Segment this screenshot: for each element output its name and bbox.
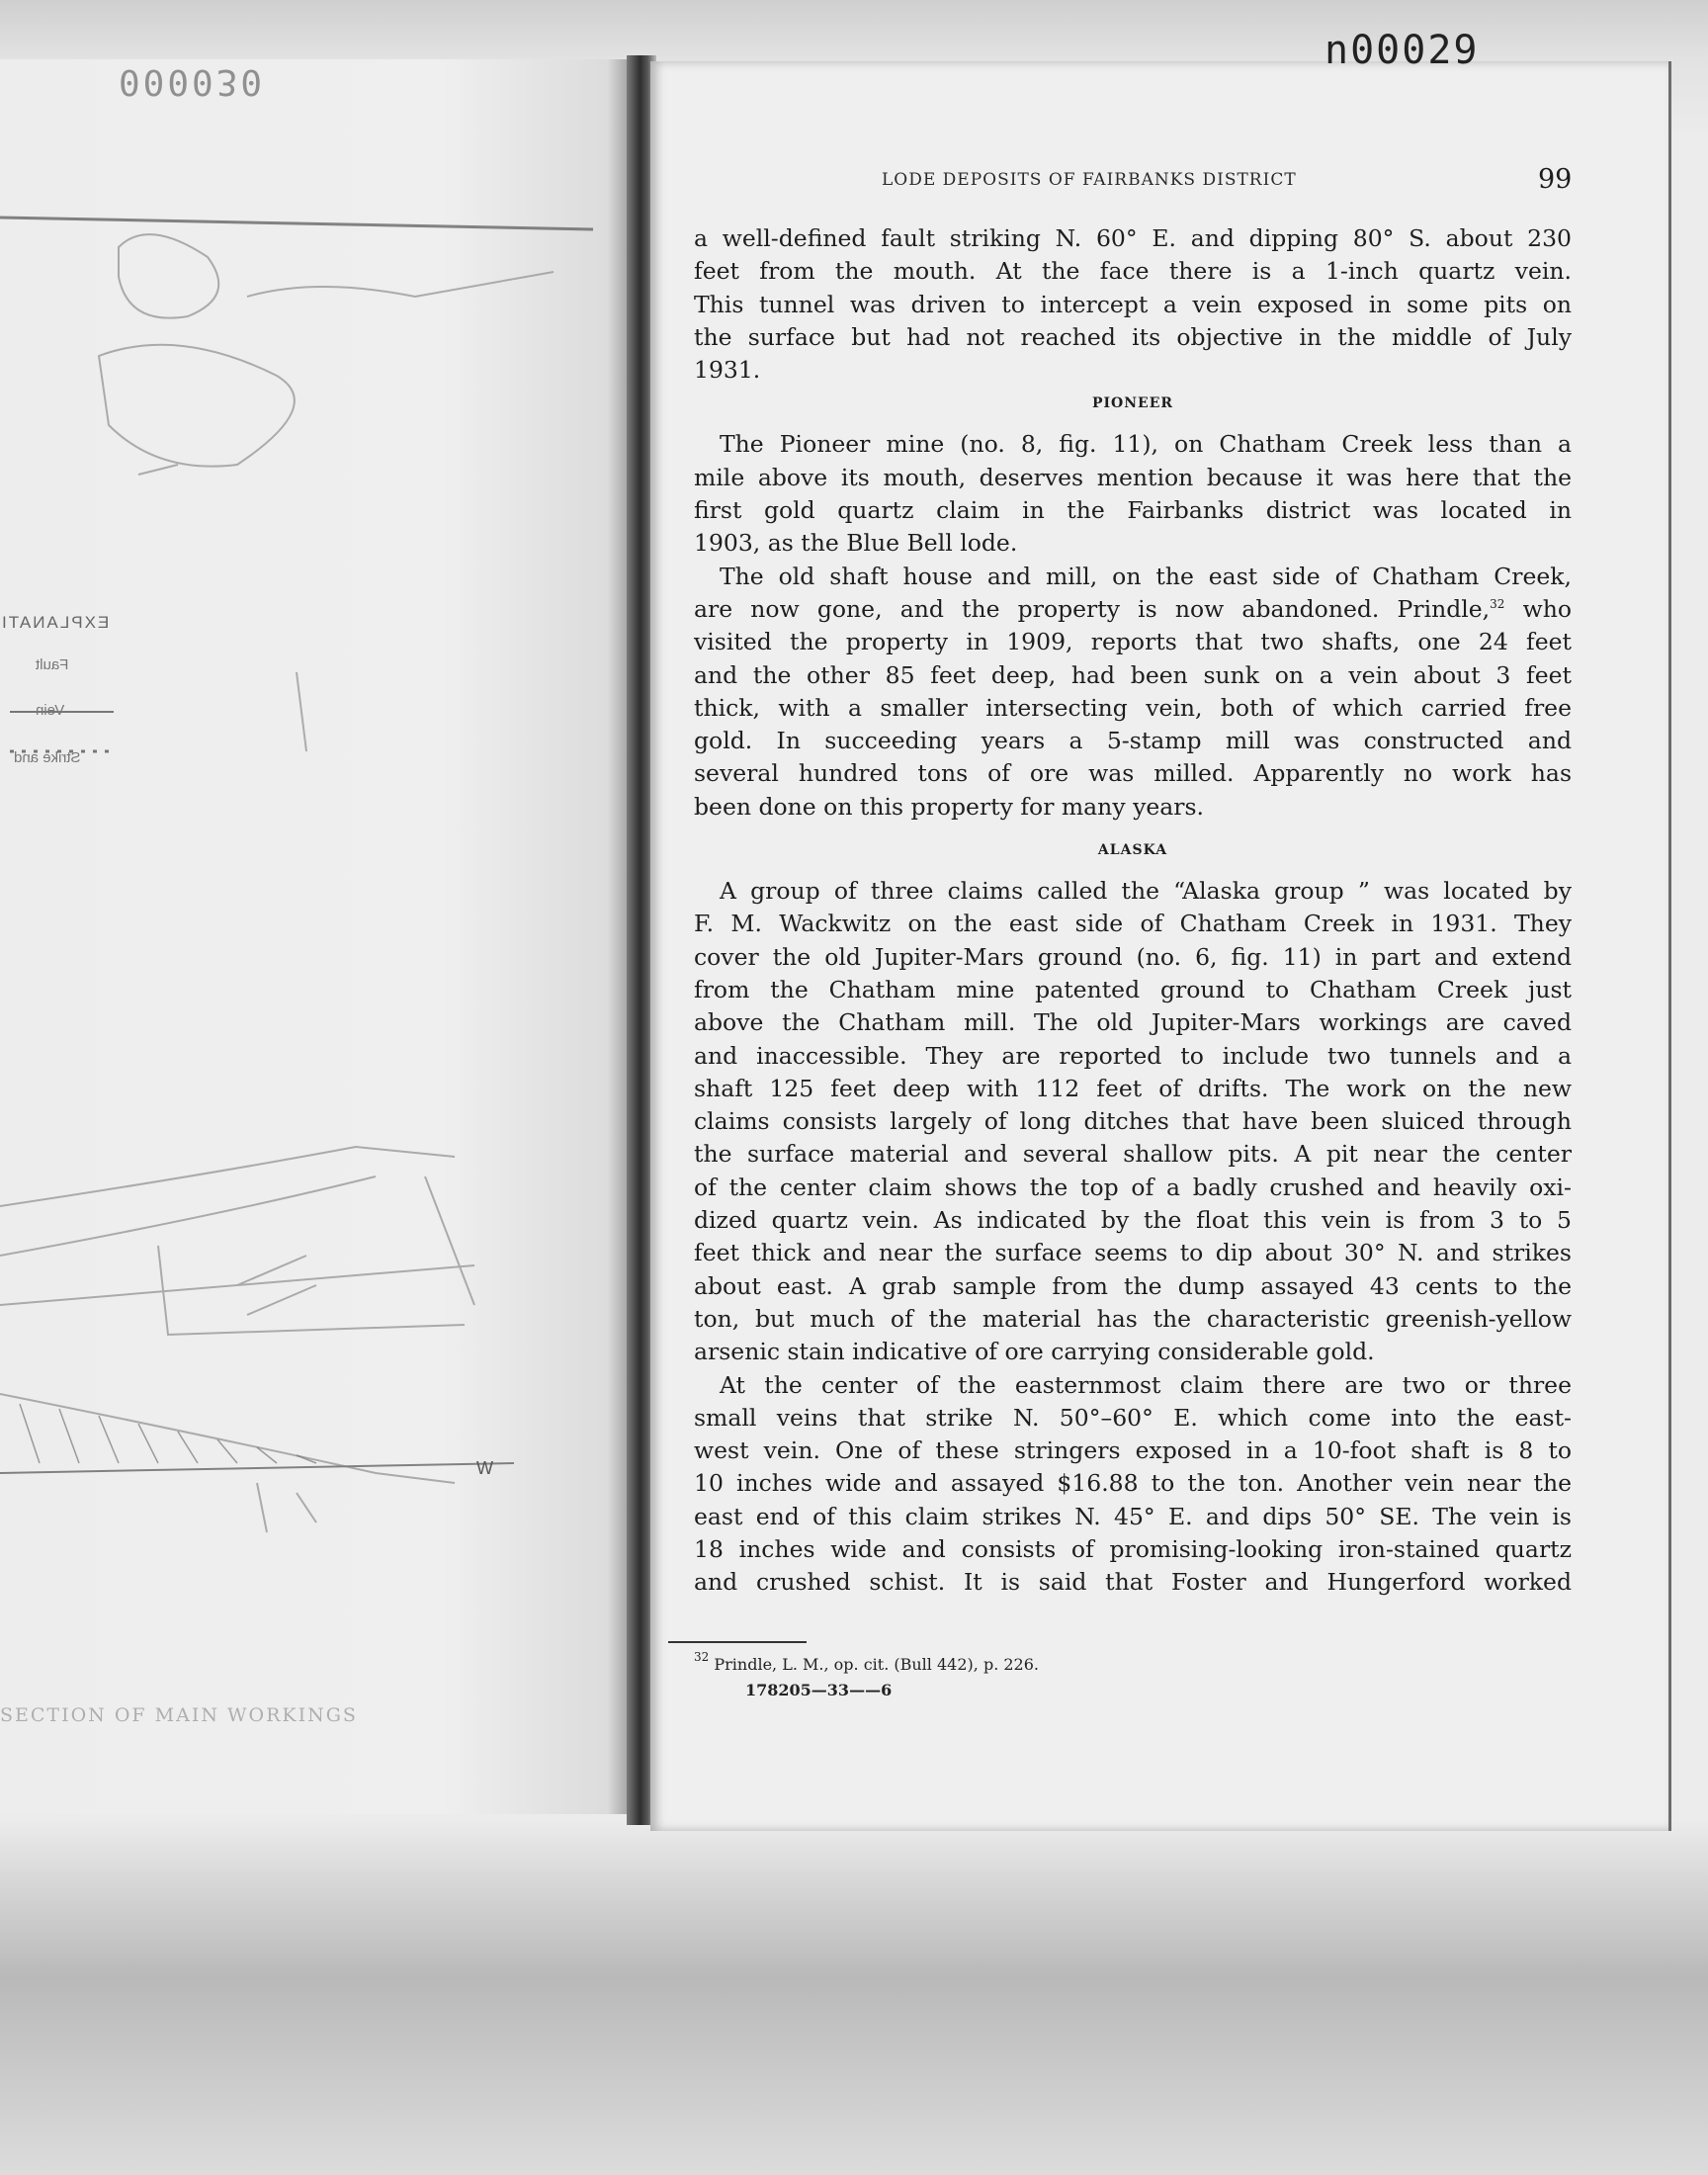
text-line: feet thick and near the surface seems to dip about 30° N. and strikes xyxy=(694,1239,1572,1267)
text-line: a well-defined fault striking N. 60° E. and dipping 80° S. about 230 xyxy=(694,224,1572,252)
text-line: small veins that strike N. 50°–60° E. which come into the east- xyxy=(694,1403,1572,1432)
text-line: about east. A grab sample from the dump assayed 43 cents to the xyxy=(694,1271,1572,1300)
text-fragment: who xyxy=(1504,594,1572,623)
text-line: the surface but had not reached its objective in the middle of July xyxy=(694,322,1572,351)
text-line: mile above its mouth, deserves mention because it was here that the xyxy=(694,463,1572,491)
text-line: several hundred tons of ore was milled. Apparently no work has xyxy=(694,759,1572,788)
text-line: gold. In succeeding years a 5-stamp mill was constructed and xyxy=(694,727,1572,755)
text-line: shaft 125 feet deep with 112 feet of drifts. The work on the new xyxy=(694,1074,1572,1102)
text-line: 1931. xyxy=(694,356,761,385)
running-head: LODE DEPOSITS OF FAIRBANKS DISTRICT xyxy=(882,170,1297,190)
text-line: claims consists largely of long ditches that have been sluiced through xyxy=(694,1107,1572,1136)
page-stamp-right: n00029 xyxy=(1324,28,1480,73)
text-line: arsenic stain indicative of ore carrying considerable gold. xyxy=(694,1338,1375,1366)
paragraph-easternmost-claim xyxy=(694,1369,1572,1600)
footnote-rule xyxy=(668,1641,807,1643)
printer-signature: 178205—33——6 xyxy=(745,1681,893,1699)
footnote-reference: 32 xyxy=(1490,596,1505,611)
figure-caption: SECTION OF MAIN WORKINGS xyxy=(0,1704,358,1726)
text-line: dized quartz vein. As indicated by the float this vein is from 3 to 5 xyxy=(694,1206,1572,1235)
text-line: and the other 85 feet deep, had been sunk on a vein about 3 feet xyxy=(694,660,1572,689)
text-line: F. M. Wackwitz on the east side of Chatham Creek in 1931. They xyxy=(694,910,1572,938)
explanation-fault-label: Fault xyxy=(36,656,69,673)
left-page xyxy=(0,59,633,1814)
body-text xyxy=(694,222,1572,1600)
footnote xyxy=(694,1650,1039,1674)
paragraph-pioneer xyxy=(694,428,1572,560)
footnote-text: Prindle, L. M., op. cit. (Bull 442), p. 226. xyxy=(709,1655,1039,1674)
text-line: first gold quartz claim in the Fairbanks district was located in xyxy=(694,496,1572,525)
figure-letter: W xyxy=(476,1458,493,1478)
paragraph-shaft-house xyxy=(694,561,1572,824)
explanation-strike-label: Strike and xyxy=(14,749,81,766)
text-line: from the Chatham mine patented ground to Chatham Creek just xyxy=(694,975,1572,1003)
paragraph-alaska-group xyxy=(694,875,1572,1368)
text-line: and inaccessible. They are reported to include two tunnels and a xyxy=(694,1041,1572,1070)
text-line: 10 inches wide and assayed $16.88 to the ton. Another vein near the xyxy=(694,1469,1572,1498)
text-line: thick, with a smaller intersecting vein, both of which carried free xyxy=(694,693,1572,722)
text-line: feet from the mouth. At the face there is a 1-inch quartz vein. xyxy=(694,257,1572,286)
section-heading-pioneer: PIONEER xyxy=(1091,395,1174,412)
text-line: 18 inches wide and consists of promising-looking iron-stained quartz xyxy=(694,1534,1572,1563)
text-line: visited the property in 1909, reports that two shafts, one 24 feet xyxy=(694,628,1572,656)
text-line: cover the old Jupiter-Mars ground (no. 6, fig. 11) in part and extend xyxy=(694,942,1572,971)
section-heading-alaska: ALASKA xyxy=(1097,842,1168,859)
text-line: A group of three claims called the “Alaska group ” was located by xyxy=(720,877,1572,906)
ghost-figure-bleedthrough xyxy=(0,178,633,1720)
text-line xyxy=(694,593,1572,626)
text-line: been done on this property for many years. xyxy=(694,792,1205,821)
footnote-marker: 32 xyxy=(694,1650,710,1664)
text-line: west vein. One of these stringers exposed in a 10-foot shaft is 8 to xyxy=(694,1436,1572,1465)
explanation-vein-label: Vein xyxy=(36,702,65,719)
text-fragment: are now gone, and the property is now abandoned. Prindle, xyxy=(694,594,1491,623)
text-line: The Pioneer mine (no. 8, fig. 11), on Chatham Creek less than a xyxy=(720,430,1572,459)
text-line: At the center of the easternmost claim there are two or three xyxy=(720,1370,1572,1399)
text-line: above the Chatham mill. The old Jupiter-Mars workings are caved xyxy=(694,1008,1572,1037)
text-line: the surface material and several shallow pits. A pit near the center xyxy=(694,1140,1572,1169)
explanation-heading: EXPLANATI xyxy=(0,613,110,632)
text-line: 1903, as the Blue Bell lode. xyxy=(694,529,1018,558)
text-line: This tunnel was driven to intercept a vein exposed in some pits on xyxy=(694,290,1572,318)
text-line: east end of this claim strikes N. 45° E. and dips 50° SE. The vein is xyxy=(694,1502,1572,1530)
paragraph-continuation xyxy=(694,222,1572,387)
text-line: ton, but much of the material has the characteristic greenish-yellow xyxy=(694,1304,1572,1333)
text-line: and crushed schist. It is said that Foster and Hungerford worked xyxy=(694,1568,1572,1597)
page-number: 99 xyxy=(1538,164,1573,195)
page-stamp-left: 000030 xyxy=(119,61,266,102)
text-line: of the center claim shows the top of a badly crushed and heavily oxi- xyxy=(694,1173,1572,1201)
text-line: The old shaft house and mill, on the east side of Chatham Creek, xyxy=(720,562,1572,590)
